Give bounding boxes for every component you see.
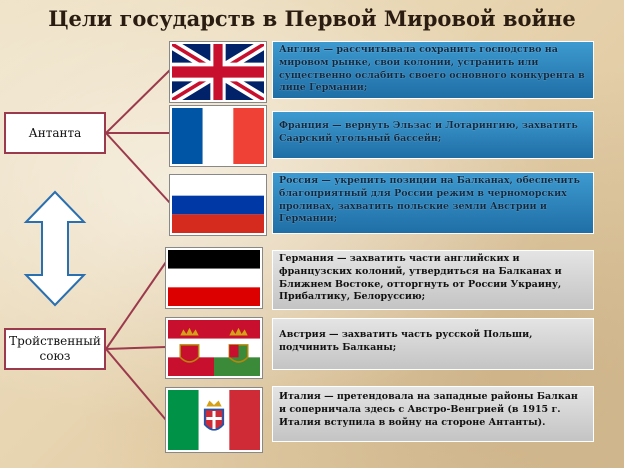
germany-flag-icon (166, 248, 262, 308)
goal-austria-text: Австрия — захватить часть русской Польши, подчинить Балканы; (279, 329, 533, 353)
italy-flag-icon (166, 388, 262, 452)
entente-label: Антанта (28, 125, 82, 140)
goal-germany-text: Германия — захватить части английских и французских колоний, утвердиться на Балканах и Ближнем Востоке, отторгнуть от России Украину, Прибалтику, Белоруссию; (279, 253, 562, 303)
austria-hungary-flag-icon (166, 318, 262, 378)
entente-label-box (4, 112, 106, 154)
goal-italy-text: Италия — претендовала на западные районы Балкан и соперничала здесь с Австро-Венгрией (в 1915 г. Италия вступила в войну на стороне Антанты). (279, 391, 578, 428)
russia-flag-icon (170, 175, 266, 235)
double-arrow-icon (26, 192, 84, 305)
connector-entente-russia (106, 133, 170, 203)
connector-triple-germany (106, 262, 166, 349)
triple-alliance-label: Тройственный союз (9, 334, 101, 363)
goal-france (272, 111, 594, 159)
triple-alliance-label-box (4, 328, 106, 370)
goal-russia (272, 172, 594, 234)
page-title: Цели государств в Первой Мировой войне (48, 6, 576, 31)
goal-england-text: Англия — рассчитывала сохранить господство на мировом рынке, свои колонии, устранить или существенно ослабить своего основного конкурента в лице Германии; (279, 44, 585, 94)
connector-triple-italy (106, 349, 166, 420)
goal-italy (272, 386, 594, 442)
connector-triple-austria (106, 347, 166, 349)
goal-russia-text: Россия — укрепить позиции на Балканах, обеспечить благоприятный для России режим в черноморских проливах, захватить польские земли Австрии и Германии; (279, 175, 580, 225)
goal-germany (272, 250, 594, 310)
connector-entente-uk (106, 70, 170, 133)
goal-france-text: Франция — вернуть Эльзас и Лотарингию, захватить Саарский угольный бассейн; (279, 120, 578, 144)
uk-flag-icon (170, 42, 266, 102)
goal-austria (272, 318, 594, 370)
goal-england (272, 41, 594, 99)
france-flag-icon (170, 106, 266, 166)
